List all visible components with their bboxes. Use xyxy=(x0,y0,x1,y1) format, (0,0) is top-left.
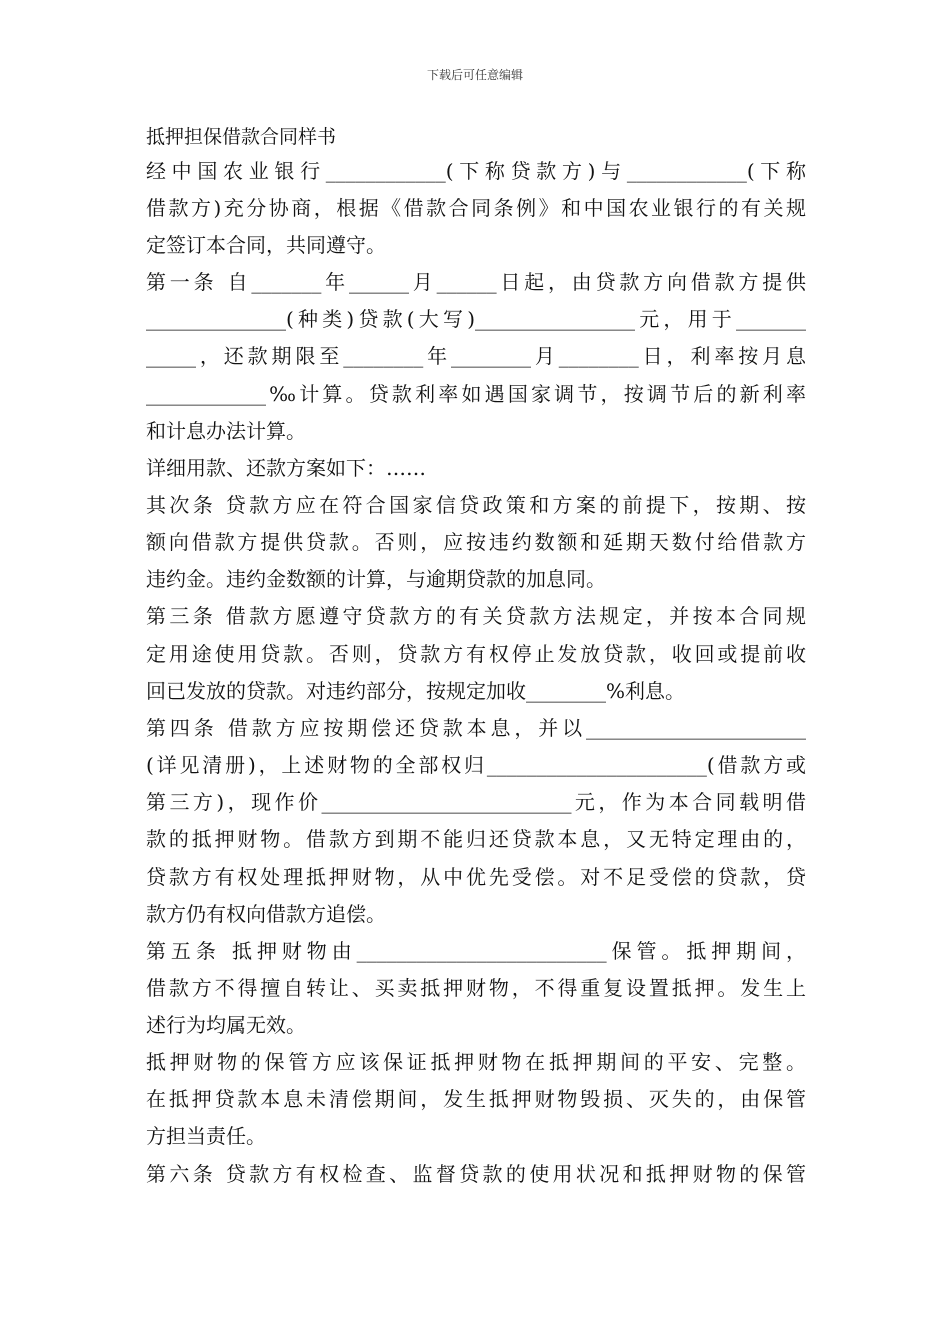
paragraph-line: 经中国农业银行____________(下称贷款方)与____________(下称 xyxy=(146,159,806,183)
paragraph-line: 回已发放的贷款。对违约部分，按规定加收________%利息。 xyxy=(146,679,686,703)
header-note: 下载后可任意编辑 xyxy=(426,68,523,82)
paragraph-line: 第五条 抵押财物由_________________________保管。抵押期间， xyxy=(146,939,806,963)
paragraph-line: 额向借款方提供贷款。否则，应按违约数额和延期天数付给借款方 xyxy=(146,530,806,554)
paragraph-line: 第三条 借款方愿遵守贷款方的有关贷款方法规定，并按本合同规 xyxy=(146,604,806,628)
paragraph-line: ______________(种类)贷款(大写)________________元，用于_______ xyxy=(146,307,806,331)
paragraph-line: 款方仍有权向借款方追偿。 xyxy=(146,902,386,926)
paragraph-line: 第三方)，现作价_________________________元，作为本合同载明借 xyxy=(146,790,806,814)
paragraph-line: 定用途使用贷款。否则，贷款方有权停止发放贷款，收回或提前收 xyxy=(146,642,806,666)
paragraph-line: ____________‰计算。贷款利率如遇国家调节，按调节后的新利率 xyxy=(146,382,806,406)
paragraph-line: 借款方不得擅自转让、买卖抵押财物，不得重复设置抵押。发生上 xyxy=(146,976,806,1000)
paragraph-line: (详见清册)，上述财物的全部权归______________________(借款方或 xyxy=(146,753,806,777)
paragraph-line: 款的抵押财物。借款方到期不能归还贷款本息，又无特定理由的， xyxy=(146,827,806,851)
document-title: 抵押担保借款合同样书 xyxy=(146,126,337,148)
paragraph-line: 贷款方有权处理抵押财物，从中优先受偿。对不足受偿的贷款，贷 xyxy=(146,865,806,889)
paragraph-line: 定签订本合同，共同遵守。 xyxy=(146,233,386,257)
paragraph-line: 详细用款、还款方案如下：…… xyxy=(146,456,426,480)
paragraph-line: 其次条 贷款方应在符合国家信贷政策和方案的前提下，按期、按 xyxy=(146,493,806,517)
paragraph-line: 借款方)充分协商，根据《借款合同条例》和中国农业银行的有关规 xyxy=(146,196,806,220)
paragraph-line: 第一条 自_______年______月______日起，由贷款方向借款方提供 xyxy=(146,270,806,294)
paragraph-line: 和计息办法计算。 xyxy=(146,419,306,443)
paragraph-line: 第六条 贷款方有权检查、监督贷款的使用状况和抵押财物的保管 xyxy=(146,1162,806,1186)
paragraph-line: 违约金。违约金数额的计算，与逾期贷款的加息同。 xyxy=(146,567,606,591)
paragraph-line: 方担当责任。 xyxy=(146,1124,266,1148)
paragraph-line: 述行为均属无效。 xyxy=(146,1013,306,1037)
paragraph-line: _____，还款期限至________年________月________日，利率按月息 xyxy=(146,344,806,368)
paragraph-line: 第四条 借款方应按期偿还贷款本息，并以______________________ xyxy=(146,716,806,740)
paragraph-line: 在抵押贷款本息未清偿期间，发生抵押财物毁损、灭失的，由保管 xyxy=(146,1087,806,1111)
paragraph-line: 抵押财物的保管方应该保证抵押财物在抵押期间的平安、完整。 xyxy=(146,1050,806,1074)
